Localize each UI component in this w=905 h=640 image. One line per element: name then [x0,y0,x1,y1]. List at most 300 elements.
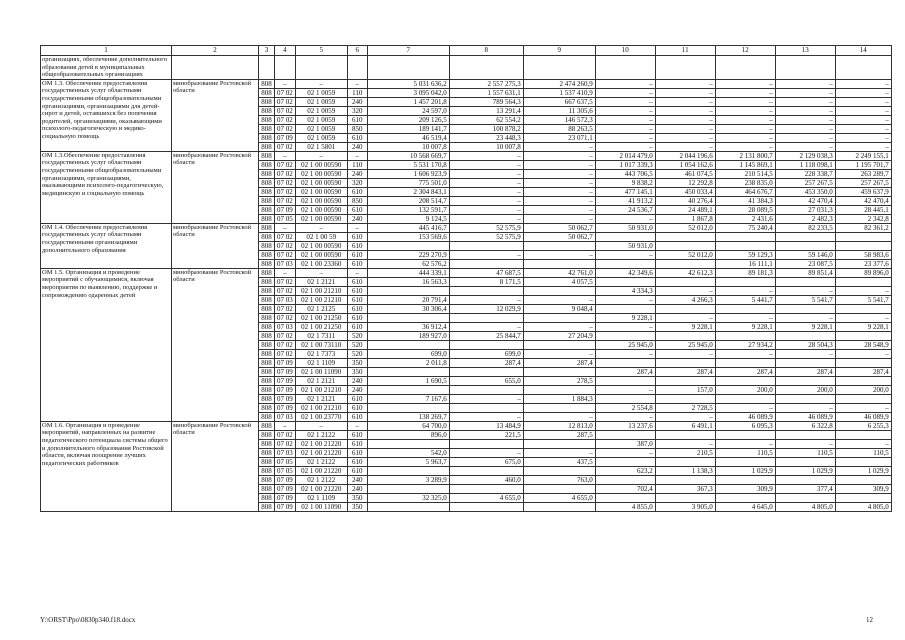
table-cell [835,241,891,250]
table-cell: 1 029,9 [835,466,891,475]
table-cell [295,56,347,80]
table-cell: 477 145,1 [595,187,655,196]
column-header: 1 [41,46,172,56]
table-cell: 12 029,9 [449,304,523,313]
table-cell [655,475,715,484]
file-path: Y:\ORST\Ppo\0830p340.f18.docx [40,616,136,624]
table-cell: – [775,142,835,151]
table-cell: 2 014 479,0 [595,151,655,160]
table-cell [835,358,891,367]
table-cell: – [775,97,835,106]
table-cell: 445 416,7 [367,223,449,232]
table-cell: 5 963,7 [367,457,449,466]
table-cell: – [295,79,347,88]
table-cell: 41 913,2 [595,196,655,205]
table-cell: 89 181,3 [715,268,775,277]
table-cell: – [595,412,655,421]
table-cell: 82 361,2 [835,223,891,232]
table-cell: 4 057,5 [523,277,595,286]
table-cell: – [775,106,835,115]
table-cell: – [449,214,523,223]
table-cell [275,56,296,80]
table-cell: 02 1 2121 [295,394,347,403]
table-cell: 6 095,3 [715,421,775,430]
table-cell: 10 007,8 [449,142,523,151]
table-cell: 07 02 [275,97,296,106]
table-cell: 02 1 00 21210 [295,385,347,394]
table-cell [449,466,523,475]
table-cell: 02 1 2121 [295,376,347,385]
table-cell: 808 [259,286,275,295]
table-cell: – [715,106,775,115]
table-cell [715,232,775,241]
table-cell: – [275,421,296,430]
table-cell: – [715,313,775,322]
table-cell: – [715,88,775,97]
table-cell: 02 1 1109 [295,493,347,502]
table-row [41,421,892,430]
table-cell [449,367,523,376]
table-cell: 07 02 [275,277,296,286]
table-cell: – [715,115,775,124]
table-cell: 50 931,0 [595,241,655,250]
table-cell: 07 09 [275,376,296,385]
table-cell: – [835,313,891,322]
table-cell: 9 124,5 [367,214,449,223]
table-cell: – [775,133,835,142]
table-cell: 9 228,1 [775,322,835,331]
table-cell: – [655,412,715,421]
table-cell [715,376,775,385]
table-cell: 808 [259,304,275,313]
table-cell: – [775,349,835,358]
table-cell: 2 129 038,3 [775,151,835,160]
table-cell: – [595,88,655,97]
table-cell [835,56,891,80]
table-cell: 808 [259,187,275,196]
table-cell: 46 089,9 [835,412,891,421]
table-cell: 2 044 196,6 [655,151,715,160]
table-cell: – [595,97,655,106]
table-cell: 3 289,9 [367,475,449,484]
table-cell: 02 1 00 21220 [295,448,347,457]
table-cell: – [523,142,595,151]
table-cell: – [449,160,523,169]
table-cell [775,232,835,241]
table-cell: – [523,412,595,421]
table-cell: 610 [347,394,367,403]
table-cell: – [449,187,523,196]
table-cell: 808 [259,205,275,214]
table-cell: – [523,322,595,331]
table-cell: 808 [259,295,275,304]
table-cell: 610 [347,304,367,313]
table-cell: – [715,286,775,295]
table-cell: – [523,196,595,205]
table-cell: 808 [259,196,275,205]
table-cell: 58 983,6 [835,250,891,259]
table-cell: 808 [259,502,275,511]
table-cell [715,304,775,313]
table-cell: 667 637,5 [523,97,595,106]
table-cell: 287,4 [449,358,523,367]
table-cell: 320 [347,178,367,187]
table-cell: 4 334,3 [595,286,655,295]
table-cell [655,277,715,286]
table-cell: – [775,88,835,97]
table-cell: 5 541,7 [835,295,891,304]
table-cell: 07 02 [275,430,296,439]
table-cell [775,430,835,439]
table-cell: – [523,178,595,187]
table-cell: 100 878,2 [449,124,523,133]
table-cell: 1 118 098,1 [775,160,835,169]
table-cell: 02 1 00 73110 [295,340,347,349]
table-cell: 89 851,4 [775,268,835,277]
table-cell: 23 087,5 [775,259,835,268]
table-cell: 464 676,7 [715,187,775,196]
table-cell: – [775,124,835,133]
table-cell [775,56,835,80]
table-cell: 3 905,0 [655,502,715,511]
table-cell: 1 690,5 [367,376,449,385]
executor: минобразование Ростовской области [172,268,259,421]
table-cell: 520 [347,349,367,358]
table-cell: 209 126,5 [367,115,449,124]
table-cell: 42 470,4 [775,196,835,205]
table-cell [523,484,595,493]
table-cell: – [595,295,655,304]
column-header: 13 [775,46,835,56]
table-cell [775,376,835,385]
table-cell [523,466,595,475]
table-cell: 28 548,9 [835,340,891,349]
table-cell [715,457,775,466]
table-cell: – [523,205,595,214]
table-cell: 157,0 [655,385,715,394]
table-cell: 702,4 [595,484,655,493]
table-cell: 808 [259,358,275,367]
table-cell: 610 [347,259,367,268]
table-cell: 542,0 [367,448,449,457]
table-cell: 23 071,1 [523,133,595,142]
table-cell: 808 [259,403,275,412]
table-cell: – [347,268,367,277]
table-cell: 07 02 [275,88,296,97]
table-cell: 200,0 [715,385,775,394]
table-cell: 02 1 5801 [295,142,347,151]
table-cell: 9 228,1 [595,313,655,322]
measure-name: ОМ 1.4. Обеспечение предоставления государственных услуг областными государственными организациями дополнительного образования [41,223,172,268]
table-cell: 07 09 [275,502,296,511]
table-cell: 808 [259,421,275,430]
table-cell: 02 1 00 59 [295,232,347,241]
table-row [41,56,892,80]
table-cell: 808 [259,367,275,376]
table-cell: 221,5 [449,430,523,439]
table-cell [775,241,835,250]
table-cell: 200,0 [775,385,835,394]
table-cell: 42 612,3 [655,268,715,277]
table-cell: – [449,151,523,160]
table-cell [775,331,835,340]
table-cell: 02 1 00 00590 [295,178,347,187]
table-cell: 07 02 [275,313,296,322]
table-cell: 1 195 701,7 [835,160,891,169]
column-header: 4 [275,46,296,56]
header-row [41,46,892,56]
table-cell: – [655,124,715,133]
table-cell: 2 431,6 [715,214,775,223]
table-cell: 8 171,5 [449,277,523,286]
table-cell: 610 [347,187,367,196]
table-cell: 59 146,0 [775,250,835,259]
table-cell: – [275,223,296,232]
table-cell: – [295,223,347,232]
table-cell: 808 [259,169,275,178]
table-cell: 13 484,9 [449,421,523,430]
measure-name: ОМ 1.5. Организация и проведение мероприятий с обучающимися, включая мероприятия по выявлению, поддержке и сопровождению одаренных детей [41,268,172,421]
table-cell: 520 [347,340,367,349]
table-cell: 9 228,1 [655,322,715,331]
table-cell: 47 687,5 [449,268,523,277]
table-cell: – [835,403,891,412]
table-cell: – [595,448,655,457]
table-cell [367,56,449,80]
column-header: 10 [595,46,655,56]
table-cell [655,394,715,403]
table-cell: 5 031 636,2 [367,79,449,88]
table-cell: – [715,79,775,88]
table-cell: 350 [347,367,367,376]
table-cell: 02 1 00 21210 [295,286,347,295]
table-cell: 64 700,0 [367,421,449,430]
table-cell: 02 1 00 21220 [295,466,347,475]
table-cell [449,313,523,322]
table-cell: 46 519,4 [367,133,449,142]
table-cell: 350 [347,502,367,511]
page-number: 12 [866,616,873,624]
table-cell: – [655,106,715,115]
table-cell: – [775,115,835,124]
table-cell: – [835,115,891,124]
table-cell: 02 1 1109 [295,358,347,367]
table-cell: 52 012,0 [655,250,715,259]
table-cell [595,358,655,367]
table-cell: 24 536,7 [595,205,655,214]
table-cell [595,56,655,80]
table-cell: – [595,385,655,394]
table-cell: 138 269,7 [367,412,449,421]
table-cell: 808 [259,457,275,466]
table-cell: 808 [259,268,275,277]
table-cell: 610 [347,457,367,466]
table-cell: 240 [347,142,367,151]
table-cell: 02 1 00 00590 [295,241,347,250]
table-cell: 07 09 [275,133,296,142]
table-cell: 02 1 00 00590 [295,250,347,259]
table-cell: 210,5 [655,448,715,457]
table-cell: – [449,178,523,187]
table-cell: – [523,169,595,178]
table-cell: 07 05 [275,214,296,223]
table-cell: 2 342,8 [835,214,891,223]
table-cell: 377,4 [775,484,835,493]
table-cell: 610 [347,250,367,259]
table-cell: 2 557 275,3 [449,79,523,88]
table-cell: 808 [259,448,275,457]
table-cell: – [523,448,595,457]
table-cell: 287,4 [655,367,715,376]
table-cell [775,475,835,484]
table-cell [835,331,891,340]
table-cell [715,331,775,340]
table-cell: 808 [259,160,275,169]
table-cell [367,286,449,295]
table-cell: – [275,151,296,160]
table-cell [449,385,523,394]
table-cell [595,277,655,286]
table-cell: 808 [259,466,275,475]
table-cell: – [655,79,715,88]
table-cell [367,403,449,412]
table-cell: 808 [259,151,275,160]
table-cell: – [655,286,715,295]
table-cell: 02 1 00 00590 [295,187,347,196]
table-cell: 07 02 [275,241,296,250]
table-cell: 28 504,3 [775,340,835,349]
table-cell: 808 [259,232,275,241]
table-cell: 808 [259,331,275,340]
table-cell: – [775,403,835,412]
table-cell: 07 09 [275,358,296,367]
table-cell: 46 089,9 [775,412,835,421]
table-cell: – [449,295,523,304]
table-cell [655,56,715,80]
table-cell: 808 [259,322,275,331]
executor: минобразование Ростовской области [172,421,259,511]
table-cell: 210 514,5 [715,169,775,178]
measure-name: ОМ 1.6. Организация и проведение мероприятий, направленных на развитие педагогического потенциала системы общего и дополнительного образования Ростовской области, включая поощрение лучших педагогических работников [41,421,172,511]
table-cell [715,56,775,80]
table-cell: 13 237,6 [595,421,655,430]
table-cell: 110,5 [715,448,775,457]
table-cell: 610 [347,286,367,295]
table-cell: 36 912,4 [367,322,449,331]
table-cell: – [655,97,715,106]
table-cell: 240 [347,97,367,106]
table-cell: 07 03 [275,322,296,331]
table-cell: 808 [259,88,275,97]
table-cell [835,430,891,439]
table-cell: 610 [347,295,367,304]
table-cell: – [835,106,891,115]
table-cell: – [715,133,775,142]
table-cell: 07 05 [275,457,296,466]
table-cell: 610 [347,403,367,412]
table-cell: 52 575,9 [449,232,523,241]
table-cell: – [835,97,891,106]
table-cell: – [595,349,655,358]
table-cell: 28 089,5 [715,205,775,214]
table-cell [655,331,715,340]
table-cell: – [655,349,715,358]
table-cell: 1 054 162,6 [655,160,715,169]
table-cell: 24 489,1 [655,205,715,214]
table-cell: 27 934,2 [715,340,775,349]
table-cell: 110,5 [835,448,891,457]
table-cell: 808 [259,349,275,358]
column-header: 7 [367,46,449,56]
table-cell [367,340,449,349]
table-cell: 02 1 00 00590 [295,196,347,205]
table-cell [523,403,595,412]
table-cell: 610 [347,241,367,250]
table-cell [715,430,775,439]
table-row [41,268,892,277]
table-cell: 808 [259,475,275,484]
table-cell [259,56,275,80]
table-cell: 789 564,3 [449,97,523,106]
table-cell: 1 557 631,1 [449,88,523,97]
table-cell: 46 089,9 [715,412,775,421]
table-cell: 13 291,4 [449,106,523,115]
table-cell: 2 304 843,1 [367,187,449,196]
table-cell: 07 02 [275,304,296,313]
table-cell: 02 1 00 00590 [295,169,347,178]
table-cell: 25 945,0 [655,340,715,349]
table-cell: – [775,439,835,448]
table-cell: – [655,133,715,142]
table-cell [523,313,595,322]
table-cell: – [595,106,655,115]
table-cell: – [449,196,523,205]
table-cell: 25 945,0 [595,340,655,349]
table-cell: – [523,295,595,304]
table-cell: 850 [347,196,367,205]
table-cell: 808 [259,79,275,88]
table-cell [595,376,655,385]
table-cell: 02 1 2125 [295,304,347,313]
table-cell [655,493,715,502]
table-cell: 20 791,4 [367,295,449,304]
table-cell: 23 377,6 [835,259,891,268]
table-cell: 808 [259,277,275,286]
table-cell [367,484,449,493]
table-cell [715,394,775,403]
table-cell: 287,4 [835,367,891,376]
table-cell: 82 233,5 [775,223,835,232]
table-cell: – [715,349,775,358]
table-cell: 4 805,0 [775,502,835,511]
table-cell: 5 531 170,8 [367,160,449,169]
table-cell [523,56,595,80]
table-cell: 320 [347,106,367,115]
table-cell: – [595,250,655,259]
table-cell: – [523,214,595,223]
column-header: 12 [715,46,775,56]
column-header: 9 [523,46,595,56]
table-cell [655,430,715,439]
table-cell: 9 228,1 [715,322,775,331]
table-cell: 623,2 [595,466,655,475]
table-cell: 1 537 410,9 [523,88,595,97]
table-cell: 4 805,0 [835,502,891,511]
table-cell: – [449,448,523,457]
table-cell: – [295,268,347,277]
table-cell [775,457,835,466]
table-cell: 808 [259,142,275,151]
